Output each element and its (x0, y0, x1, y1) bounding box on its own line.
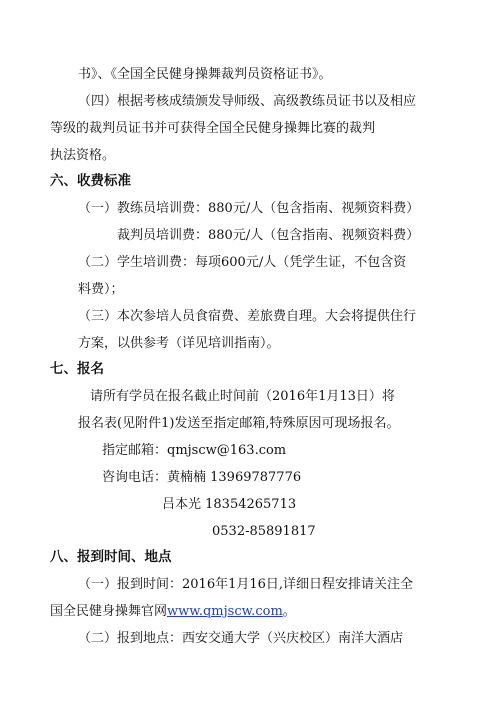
email-line: 指定邮箱：qmjscw@163.com (102, 443, 287, 458)
text-segment: 国全民健身操舞官网 (50, 604, 168, 619)
text-line: （二）学生培训费：每项600元/人（凭学生证，不包含资 (78, 255, 407, 270)
text-line: （一）报到时间：2016年1月16日,详细日程安排请关注全 (78, 577, 414, 592)
phone-line: 吕本光 18354265713 (162, 497, 297, 512)
website-link[interactable]: www.qmjscw.com (167, 604, 283, 619)
section-heading-registration: 七、报名 (50, 361, 104, 377)
text-line-with-link (50, 603, 296, 620)
text-line: （二）报到地点：西安交通大学（兴庆校区）南洋大酒店 (78, 631, 404, 646)
text-line: （四）根据考核成绩颁发导师级、高级教练员证书以及相应 (78, 94, 417, 109)
section-heading-checkin: 八、报到时间、地点 (50, 549, 172, 565)
section-heading-fees: 六、收费标准 (50, 173, 131, 189)
text-line: 方案，以供参考（详见培训指南）。 (78, 336, 280, 351)
text-line: 料费）； (78, 282, 124, 297)
text-line: （三）本次参培人员食宿费、差旅费自理。大会将提供住行 (78, 309, 417, 324)
text-line: 书》、《全国全民健身操舞裁判员资格证书》。 (78, 67, 332, 82)
text-line: （一）教练员培训费：880元/人（包含指南、视频资料费） (78, 201, 420, 216)
phone-line: 咨询电话：黄楠楠 13969787776 (102, 470, 302, 485)
text-line: 报名表(见附件1)发送至指定邮箱,特殊原因可现场报名。 (78, 416, 400, 431)
text-line: 请所有学员在报名截止时间前（2016年1月13日）将 (90, 389, 395, 404)
text-line: 执法资格。 (50, 148, 116, 163)
phone-line: 0532-85891817 (212, 524, 316, 539)
text-line: 等级的裁判员证书并可获得全国全民健身操舞比赛的裁判 (50, 121, 376, 136)
text-segment: 。 (282, 604, 296, 619)
text-line: 裁判员培训费：880元/人（包含指南、视频资料费） (117, 228, 420, 243)
